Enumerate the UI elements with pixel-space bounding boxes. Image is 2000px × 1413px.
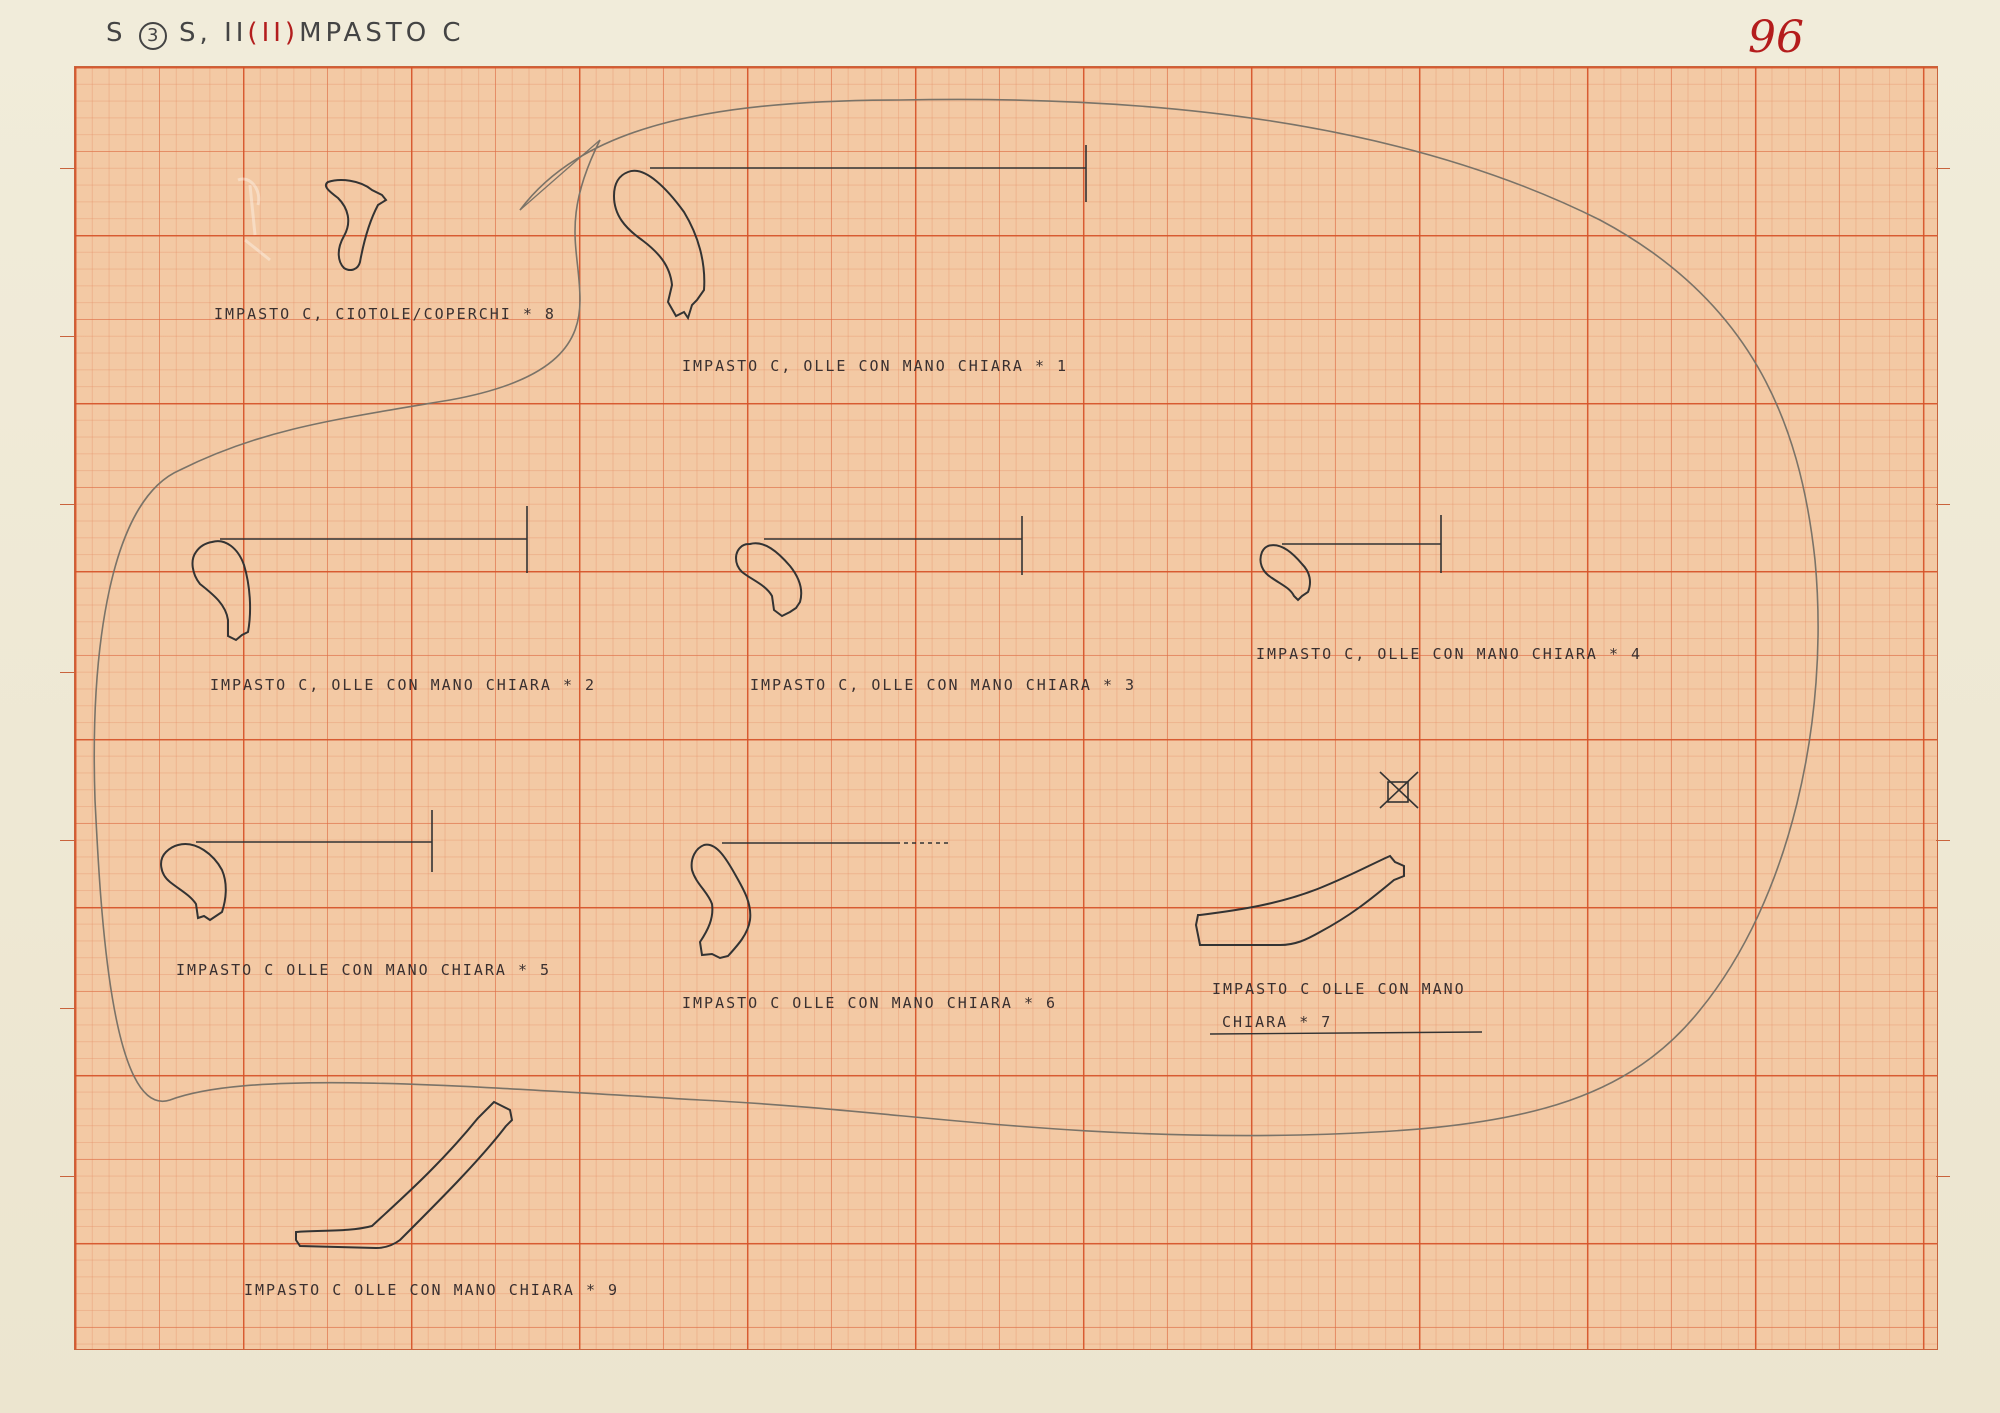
header-prefix: S <box>106 18 127 48</box>
sherd-1-profile <box>614 171 704 318</box>
sherd-4-profile <box>1260 545 1310 600</box>
header-suffix: MPASTO C <box>299 18 465 48</box>
label-sherd-3: IMPASTO C, OLLE CON MANO CHIARA * 3 <box>750 676 1137 694</box>
pencil-outline <box>94 99 1818 1135</box>
sherd-9-profile <box>296 1102 512 1248</box>
label-sherd-5: IMPASTO C OLLE CON MANO CHIARA * 5 <box>176 961 552 979</box>
label-sherd-9: IMPASTO C OLLE CON MANO CHIARA * 9 <box>244 1281 620 1299</box>
header-circled-number: 3 <box>139 22 167 50</box>
label-sherd-7-line-1: IMPASTO C OLLE CON MANO <box>1212 980 1466 998</box>
sherd-2-profile <box>193 541 251 640</box>
sherd-3-profile <box>736 543 801 616</box>
label-sherd-6: IMPASTO C OLLE CON MANO CHIARA * 6 <box>682 994 1058 1012</box>
sherd-7-profile <box>1196 856 1404 945</box>
sherd-7-cross-mark <box>1380 772 1418 808</box>
header-red-mark: (II) <box>247 18 300 48</box>
sherd-6-profile <box>692 845 751 958</box>
header-middle: S, II <box>179 18 248 48</box>
faint-sketch <box>238 179 270 260</box>
page-number: 96 <box>1748 12 1804 63</box>
label-sherd-7-line-2: CHIARA * 7 <box>1222 1013 1333 1031</box>
label-sherd-2: IMPASTO C, OLLE CON MANO CHIARA * 2 <box>210 676 597 694</box>
label-sherd-4: IMPASTO C, OLLE CON MANO CHIARA * 4 <box>1256 645 1643 663</box>
sherd-5-profile <box>161 844 226 920</box>
sherd-7-underline <box>1210 1032 1482 1034</box>
label-sherd-1: IMPASTO C, OLLE CON MANO CHIARA * 1 <box>682 357 1069 375</box>
sherd-8-profile <box>326 180 386 270</box>
label-sherd-8: IMPASTO C, CIOTOLE/COPERCHI * 8 <box>214 305 556 323</box>
